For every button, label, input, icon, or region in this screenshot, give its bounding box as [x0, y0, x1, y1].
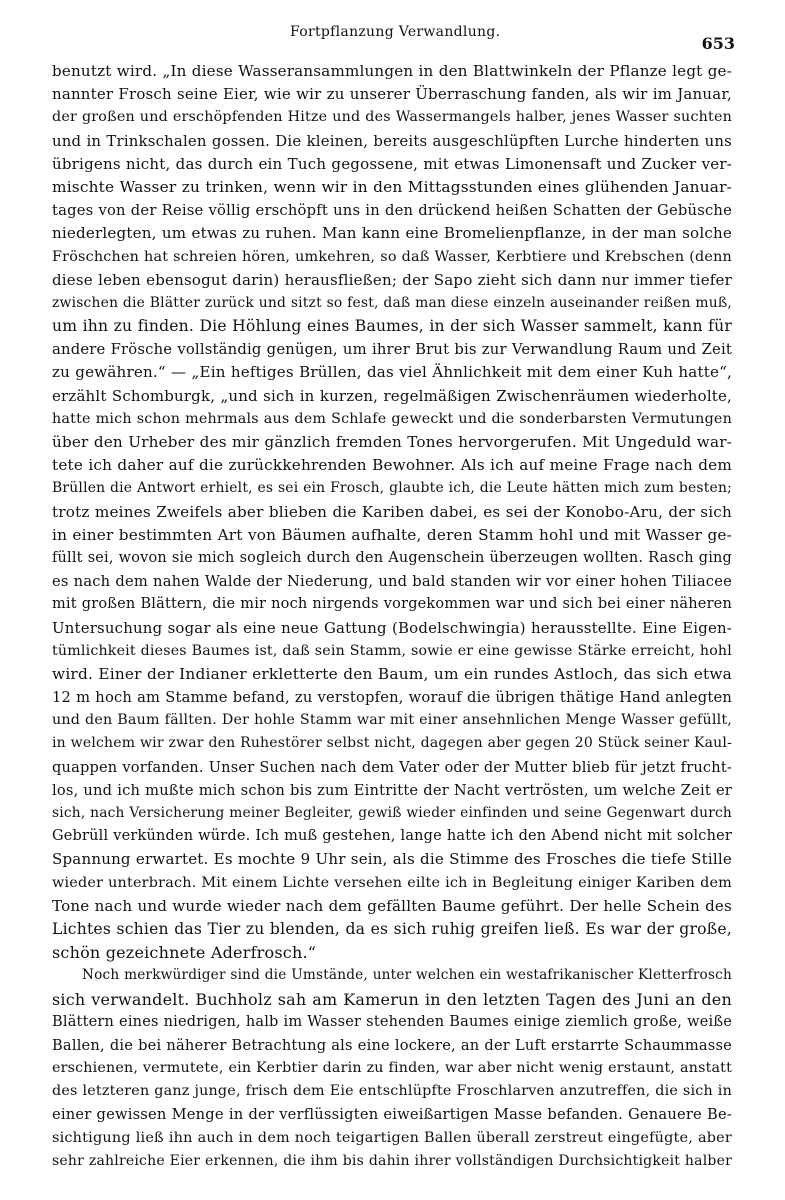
text-line: wird. Einer der Indianer erkletterte den Baum, um ein rundes Astloch, das sich etwa [52, 664, 732, 683]
text-line: Blättern eines niedrigen, halb im Wasser stehenden Baumes einige ziemlich große, weiße [52, 1013, 732, 1030]
text-line: Lichtes schien das Tier zu blenden, da es sich ruhig greifen ließ. Es war der große, [52, 919, 732, 938]
text-line: übrigens nicht, das durch ein Tuch gegossene, mit etwas Limonensaft und Zucker ver- [52, 154, 732, 173]
text-line: Untersuchung sogar als eine neue Gattung (Bodelschwingia) herausstellte. Eine Eigen- [52, 618, 732, 637]
text-line: Brüllen die Antwort erhielt, es sei ein Frosch, glaubte ich, die Leute hätten mich zum besten; [52, 480, 732, 497]
text-line: trotz meines Zweifels aber blieben die Kariben dabei, es sei der Konobo-Aru, der sich [52, 502, 732, 521]
text-line: Tone nach und wurde wieder nach dem gefällten Baume geführt. Der helle Schein des [52, 896, 732, 915]
text-line: mit großen Blättern, die mir noch nirgends vorgekommen war und sich bei einer näheren [52, 596, 732, 613]
text-line: benutzt wird. „In diese Wasseransammlungen in den Blattwinkeln der Pflanze legt ge- [52, 62, 732, 80]
text-line: in welchem wir zwar den Ruhestörer selbst nicht, dagegen aber gegen 20 Stück seiner Kaul- [52, 735, 732, 752]
text-line: über den Urheber des mir gänzlich fremden Tones hervorgerufen. Mit Ungeduld war- [52, 433, 732, 451]
text-line: und den Baum fällten. Der hohle Stamm war mit einer ansehnlichen Menge Wasser gefüllt, [52, 712, 732, 729]
text-line: sehr zahlreiche Eier erkennen, die ihm bis dahin ihrer vollständigen Durchsichtigkeit halber [52, 1152, 732, 1169]
text-line: zu gewähren.“ — „Ein heftiges Brüllen, das viel Ähnlichkeit mit dem einer Kuh hatte“, [52, 363, 732, 382]
text-line: wieder unterbrach. Mit einem Lichte versehen eilte ich in Begleitung einiger Kariben dem [52, 874, 732, 891]
text-line: tümlichkeit dieses Baumes ist, daß sein Stamm, sowie er eine gewisse Stärke erreicht, hohl [52, 642, 732, 659]
text-line: Ballen, die bei näherer Betrachtung als eine lockere, an der Luft erstarrte Schaummasse [52, 1036, 732, 1054]
text-line: nannter Frosch seine Eier, wie wir zu unserer Überraschung fanden, als wir im Januar, [52, 85, 732, 104]
page-number: 653 [701, 34, 735, 53]
text-line: diese leben ebensogut darin) herausfließen; der Sapo zieht sich dann nur immer tiefer [52, 270, 732, 289]
text-line: andere Frösche vollständig genügen, um ihrer Brut bis zur Verwandlung Raum und Zeit [52, 341, 732, 359]
text-line: erzählt Schomburgk, „und sich in kurzen, regelmäßigen Zwischenräumen wiederholte, [52, 386, 732, 405]
text-line: und in Trinkschalen gossen. Die kleinen, bereits ausgeschlüpften Lurche hinderten uns [52, 131, 732, 150]
text-line: der großen und erschöpfenden Hitze und des Wassermangels halber, jenes Wasser suchten [52, 109, 732, 126]
text-line: hatte mich schon mehrmals aus dem Schlafe geweckt und die sonderbarsten Vermutungen [52, 410, 732, 427]
text-line: Fröschchen hat schreien hören, umkehren, so daß Wasser, Kerbtiere und Krebschen (denn [52, 248, 732, 265]
text-line: quappen vorfanden. Unser Suchen nach dem Vater oder der Mutter blieb für jetzt frucht- [52, 758, 732, 776]
text-line: niederlegten, um etwas zu ruhen. Man kann eine Bromelienpflanze, in der man solche [52, 224, 732, 243]
running-head: Fortpflanzung Verwandlung. [290, 24, 501, 40]
body-text [52, 60, 732, 1173]
text-line: des letzteren ganz junge, frisch dem Eie entschlüpfte Froschlarven anzutreffen, die sich in [52, 1083, 732, 1100]
text-line: 12 m hoch am Stamme befand, zu verstopfen, worauf die übrigen thätige Hand anlegten [52, 689, 732, 707]
text-line: einer gewissen Menge in der verflüssigten eiweißartigen Masse befanden. Genauere Be- [52, 1106, 732, 1124]
text-line: Noch merkwürdiger sind die Umstände, unter welchen ein westafrikanischer Kletterfrosch [82, 967, 732, 984]
text-line: es nach dem nahen Walde der Niederung, und bald standen wir vor einer hohen Tiliacee [52, 573, 732, 591]
text-line: schön gezeichnete Aderfrosch.“ [52, 943, 317, 963]
text-line: tages von der Reise völlig erschöpft uns in den drückend heißen Schatten der Gebüsche [52, 202, 732, 220]
text-line: sich verwandelt. Buchholz sah am Kamerun in den letzten Tagen des Juni an den [52, 989, 732, 1009]
text-line: erschienen, vermutete, ein Kerbtier darin zu finden, war aber nicht wenig erstaunt, anstatt [52, 1060, 732, 1077]
text-line: los, und ich mußte mich schon bis zum Eintritte der Nacht vertrösten, um welche Zeit er [52, 781, 732, 799]
text-line: füllt sei, wovon sie mich sogleich durch den Augenschein überzeugen wollten. Rasch ging [52, 549, 732, 566]
text-line: in einer bestimmten Art von Bäumen aufhalte, deren Stamm hohl und mit Wasser ge- [52, 525, 732, 544]
text-line: Gebrüll verkünden würde. Ich muß gestehen, lange hatte ich den Abend nicht mit solcher [52, 828, 732, 845]
text-line: um ihn zu finden. Die Höhlung eines Baumes, in der sich Wasser sammelt, kann für [52, 317, 732, 336]
text-line: sichtigung ließ ihn auch in dem noch teigartigen Ballen überall zerstreut eingefügte, aber [52, 1129, 732, 1146]
text-line: Spannung erwartet. Es mochte 9 Uhr sein, als die Stimme des Frosches die tiefe Stille [52, 850, 732, 869]
text-line: tete ich daher auf die zurückkehrenden Bewohner. Als ich auf meine Frage nach dem [52, 456, 732, 475]
text-line: zwischen die Blätter zurück und sitzt so fest, daß man diese einzeln auseinander reißen muß, [52, 294, 732, 311]
text-line: sich, nach Versicherung meiner Begleiter, gewiß wieder einfinden und seine Gegenwart durch [52, 805, 732, 821]
text-line: mischte Wasser zu trinken, wenn wir in den Mittagsstunden eines glühenden Januar- [52, 177, 732, 196]
